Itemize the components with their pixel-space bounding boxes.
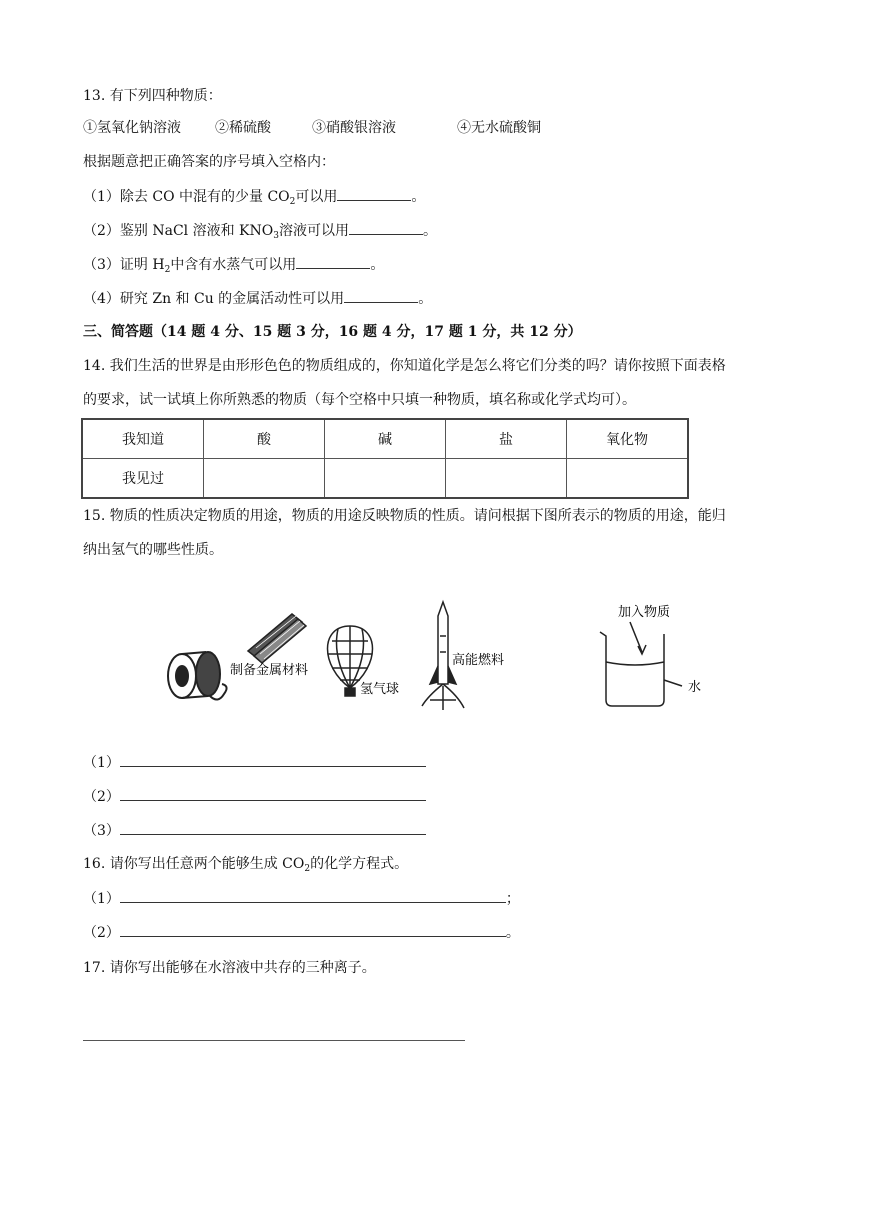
q15-line-1: 15. 物质的性质决定物质的用途，物质的用途反映物质的性质。请问根据下图所表示的物质的用途，能归 xyxy=(83,508,726,524)
q15-line-2: 纳出氢气的哪些性质。 xyxy=(83,542,223,558)
table-row xyxy=(82,459,688,499)
table-cell: 我见过 xyxy=(82,459,204,499)
q15-answer-1: （1） xyxy=(83,752,426,773)
q13-instruction: 根据题意把正确答案的序号填入空格内： xyxy=(83,154,335,170)
q14-line-1: 14. 我们生活的世界是由形形色色的物质组成的，你知道化学是怎么将它们分类的吗？请你按照下面表格 xyxy=(83,358,726,374)
answer-cell[interactable] xyxy=(204,459,325,499)
q15-blank-1[interactable] xyxy=(120,752,426,767)
q17-title: 17. 请你写出能够在水溶液中共存的三种离子。 xyxy=(83,960,376,976)
table-row xyxy=(82,419,688,459)
q15-blank-3[interactable] xyxy=(120,820,426,835)
q16-answer-2: （2） 。 xyxy=(83,922,520,943)
table-cell: 碱 xyxy=(325,419,446,459)
q13-option-1: ①氢氧化钠溶液 xyxy=(83,120,181,136)
q13-item-2: （2）鉴别 NaCl 溶液和 $KNO_3$溶液可以用 。 xyxy=(83,220,437,241)
table-cell: 氧化物 xyxy=(567,419,689,459)
table-cell: 我知道 xyxy=(82,419,204,459)
q17-answer-line[interactable] xyxy=(83,1040,465,1041)
q16-blank-2[interactable] xyxy=(120,922,506,937)
q13-blank-3[interactable] xyxy=(296,254,370,269)
table-cell: 酸 xyxy=(204,419,325,459)
answer-cell[interactable] xyxy=(446,459,567,499)
label-balloon: 氢气球 xyxy=(360,682,400,697)
label-add: 加入物质 xyxy=(618,605,671,620)
q13-blank-4[interactable] xyxy=(344,288,418,303)
q13-blank-1[interactable] xyxy=(337,186,411,201)
q13-item-1: （1）除去 CO 中混有的少量 $CO_2$可以用 。 xyxy=(83,186,425,207)
section-heading: 三、简答题（14 题 4 分、15 题 3 分，16 题 4 分，17 题 1 分，共 12 分） xyxy=(83,324,582,340)
answer-cell[interactable] xyxy=(325,459,446,499)
q15-answer-2: （2） xyxy=(83,786,426,807)
beaker-icon xyxy=(600,622,682,706)
label-water: 水 xyxy=(688,680,702,695)
wire-spool-icon xyxy=(168,652,227,700)
label-metal: 制备金属材料 xyxy=(230,663,309,678)
q13-option-2: ②稀硫酸 xyxy=(215,120,271,136)
q13-item-3: （3）证明 $H_2$中含有水蒸气可以用 。 xyxy=(83,254,384,275)
classification-table xyxy=(81,418,689,499)
q16-blank-1[interactable] xyxy=(120,888,506,903)
q13-title: 13. 有下列四种物质： xyxy=(83,88,222,104)
q16-title: 16. 请你写出任意两个能够生成 $CO_2$的化学方程式。 xyxy=(83,856,409,874)
hydrogen-uses-figure xyxy=(160,596,720,721)
metal-bars-icon xyxy=(248,614,306,663)
q13-options xyxy=(83,118,541,138)
table-cell: 盐 xyxy=(446,419,567,459)
q13-blank-2[interactable] xyxy=(349,220,423,235)
q13-item-4: （4）研究 Zn 和 Cu 的金属活动性可以用 。 xyxy=(83,288,432,309)
q13-option-3: ③硝酸银溶液 xyxy=(312,120,396,136)
q16-answer-1: （1） ； xyxy=(83,888,520,909)
answer-cell[interactable] xyxy=(567,459,689,499)
q15-blank-2[interactable] xyxy=(120,786,426,801)
q14-line-2: 的要求，试一试填上你所熟悉的物质（每个空格中只填一种物质，填名称或化学式均可）。 xyxy=(83,392,636,408)
q15-answer-3: （3） xyxy=(83,820,426,841)
q13-option-4: ④无水硫酸铜 xyxy=(457,120,541,136)
label-fuel: 高能燃料 xyxy=(452,653,505,668)
